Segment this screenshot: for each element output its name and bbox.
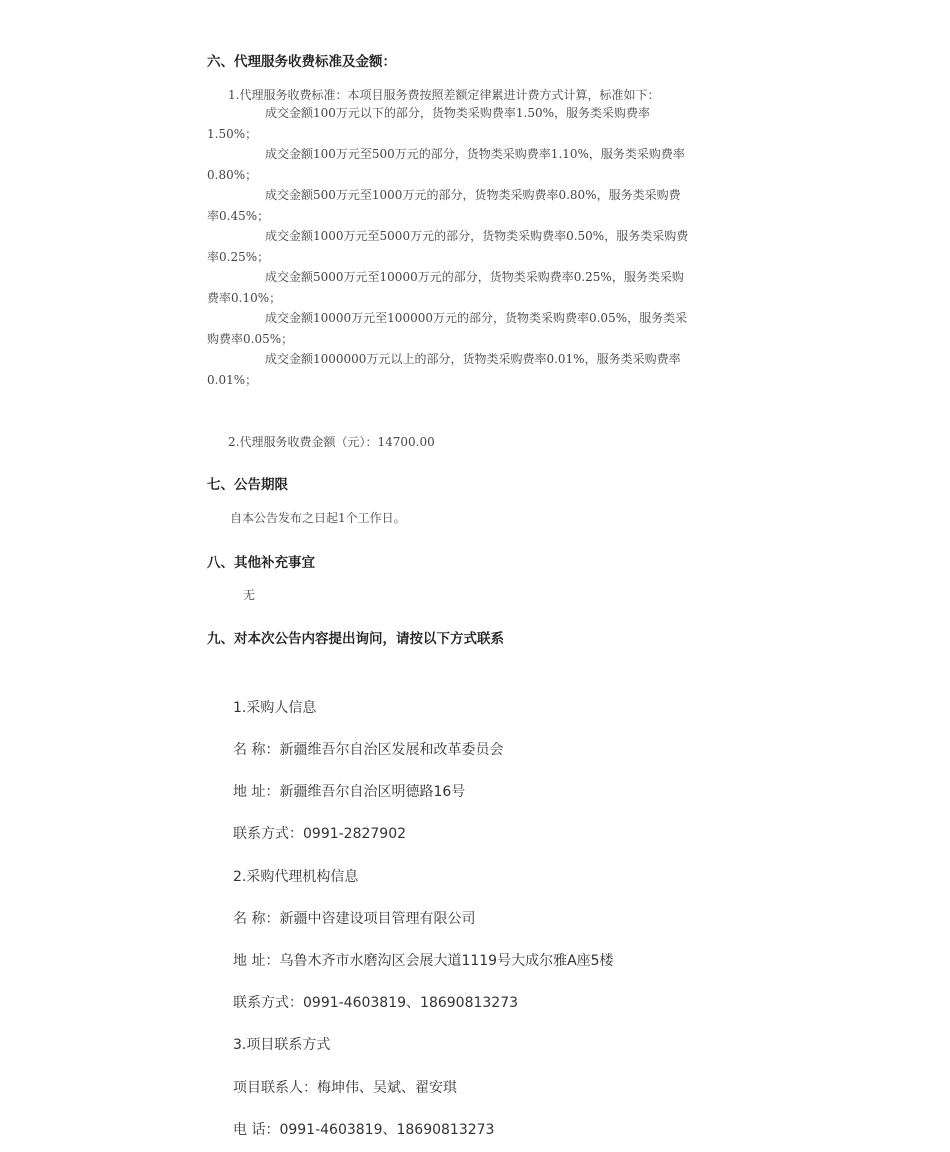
fee-rate-tier-3-line1: 成交金额500万元至1000万元的部分，货物类采购费率0.80%，服务类采购费 <box>265 188 681 202</box>
fee-rate-tier-3-line2: 率0.45%； <box>207 208 270 223</box>
fee-standard-intro: 1.代理服务收费标准：本项目服务费按照差额定律累进计费方式计算，标准如下： <box>228 88 660 102</box>
fee-rate-tier-5-line1: 成交金额5000万元至10000万元的部分，货物类采购费率0.25%，服务类采购 <box>265 270 684 284</box>
fee-rate-tier-2 <box>207 144 747 185</box>
fee-rate-tier-1 <box>207 103 747 144</box>
agency-contact: 联系方式：0991-4603819、18690813273 <box>233 995 519 1011</box>
announcement-period-text: 自本公告发布之日起1个工作日。 <box>230 511 406 525</box>
fee-rate-tier-2-line2: 0.80%； <box>207 167 258 182</box>
supplementary-text: 无 <box>243 588 256 602</box>
fee-rate-tier-3 <box>207 185 747 226</box>
fee-rate-tier-2-line1: 成交金额100万元至500万元的部分，货物类采购费率1.10%，服务类采购费率 <box>265 147 685 161</box>
fee-rate-tier-7-line1: 成交金额1000000万元以上的部分，货物类采购费率0.01%，服务类采购费率 <box>265 352 681 366</box>
purchaser-address: 地 址：新疆维吾尔自治区明德路16号 <box>233 784 466 800</box>
project-contact-people: 项目联系人：梅坤伟、吴斌、翟安琪 <box>233 1080 457 1096</box>
purchaser-name: 名 称：新疆维吾尔自治区发展和改革委员会 <box>233 742 504 758</box>
fee-rate-tier-6-line1: 成交金额10000万元至100000万元的部分，货物类采购费率0.05%，服务类采 <box>265 311 688 325</box>
fee-rate-tier-5 <box>207 267 747 308</box>
agency-name: 名 称：新疆中咨建设项目管理有限公司 <box>233 911 476 927</box>
purchaser-info-title: 1.采购人信息 <box>233 700 317 716</box>
fee-rate-tier-6 <box>207 308 747 349</box>
project-contact-title: 3.项目联系方式 <box>233 1037 331 1053</box>
fee-rate-tier-4-line2: 率0.25%； <box>207 249 270 264</box>
fee-rate-tier-1-line2: 1.50%； <box>207 126 258 141</box>
purchaser-contact: 联系方式：0991-2827902 <box>233 826 407 842</box>
agency-info-title: 2.采购代理机构信息 <box>233 869 359 885</box>
fee-rate-tier-6-line2: 购费率0.05%； <box>207 331 294 346</box>
fee-rate-tier-1-line1: 成交金额100万元以下的部分，货物类采购费率1.50%，服务类采购费率 <box>265 106 651 120</box>
fee-rate-tier-7-line2: 0.01%； <box>207 372 258 387</box>
fee-amount: 2.代理服务收费金额（元）：14700.00 <box>228 435 435 449</box>
fee-rate-tier-5-line2: 费率0.10%； <box>207 290 282 305</box>
fee-rate-tier-7 <box>207 349 747 390</box>
fee-rate-tier-4-line1: 成交金额1000万元至5000万元的部分，货物类采购费率0.50%，服务类采购费 <box>265 229 689 243</box>
fee-rate-tier-4 <box>207 226 747 267</box>
section8-heading: 八、其他补充事宜 <box>207 555 315 571</box>
project-contact-phone: 电 话：0991-4603819、18690813273 <box>233 1122 495 1138</box>
section7-heading: 七、公告期限 <box>207 477 288 493</box>
section9-heading: 九、对本次公告内容提出询问，请按以下方式联系 <box>207 631 504 647</box>
agency-address: 地 址：乌鲁木齐市水磨沟区会展大道1119号大成尔雅A座5楼 <box>233 953 614 969</box>
section6-heading: 六、代理服务收费标准及金额： <box>207 54 396 70</box>
